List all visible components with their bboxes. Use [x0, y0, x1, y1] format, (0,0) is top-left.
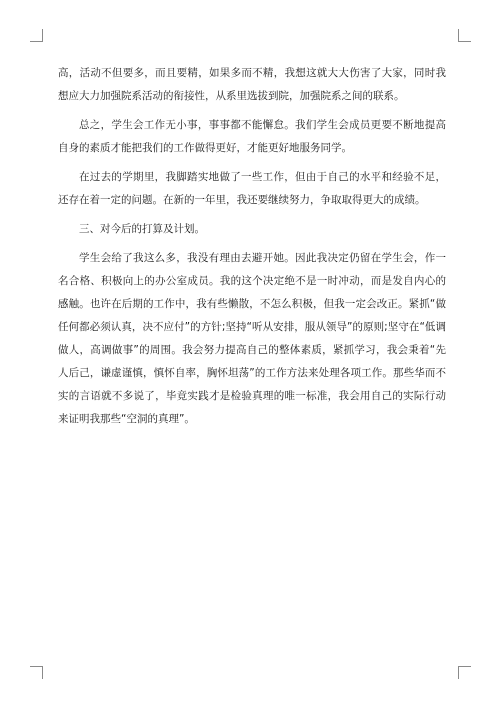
document-body	[58, 62, 446, 437]
crop-mark-bottom-left	[30, 666, 43, 679]
paragraph-past-semester: 在过去的学期里，我脚踏实地做了一些工作，但由于自己的水平和经验不足，还存在着一定的问题。在新的一年里，我还要继续努力，争取取得更大的成绩。	[58, 171, 446, 206]
crop-mark-top-left	[30, 29, 43, 42]
paragraph-continuation: 高，活动不但要多，而且要精，如果多而不精，我想这就大大伤害了大家，同时我想应大力加强院系活动的衔接性，从系里选拔到院，加强院系之间的联系。	[58, 67, 446, 102]
crop-mark-bottom-right	[458, 666, 471, 679]
paragraph-summary: 总之，学生会工作无小事，事事都不能懈怠。我们学生会成员更要不断地提高自身的素质才能把我们的工作做得更好，才能更好地服务同学。	[58, 119, 446, 154]
crop-mark-top-right	[458, 29, 471, 42]
section-heading-future-plan: 三、对今后的打算及计划。	[79, 223, 205, 235]
paragraph-decision: 学生会给了我这么多，我没有理由去避开她。因此我决定仍留在学生会，作一名合格、积极向上的办公室成员。我的这个决定绝不是一时冲动，而是发自内心的感触。也许在后期的工作中，我有些懒散，不怎么积极，但我一定会改正。紧抓“做任何都必须认真，决不应付”的方针;坚持“听从安排，服从领导”的原则;坚守在“低调做人，高调做事”的周围。我会努力提高自己的整体素质，紧抓学习，我会秉着“先人后己，谦虚谨慎，慎怀自率，胸怀坦荡”的工作方法来处理各项工作。那些华而不实的言语就不多说了，毕竟实践才是检验真理的唯一标准，我会用自己的实际行动来证明我那些“空洞的真理”。	[58, 252, 446, 425]
